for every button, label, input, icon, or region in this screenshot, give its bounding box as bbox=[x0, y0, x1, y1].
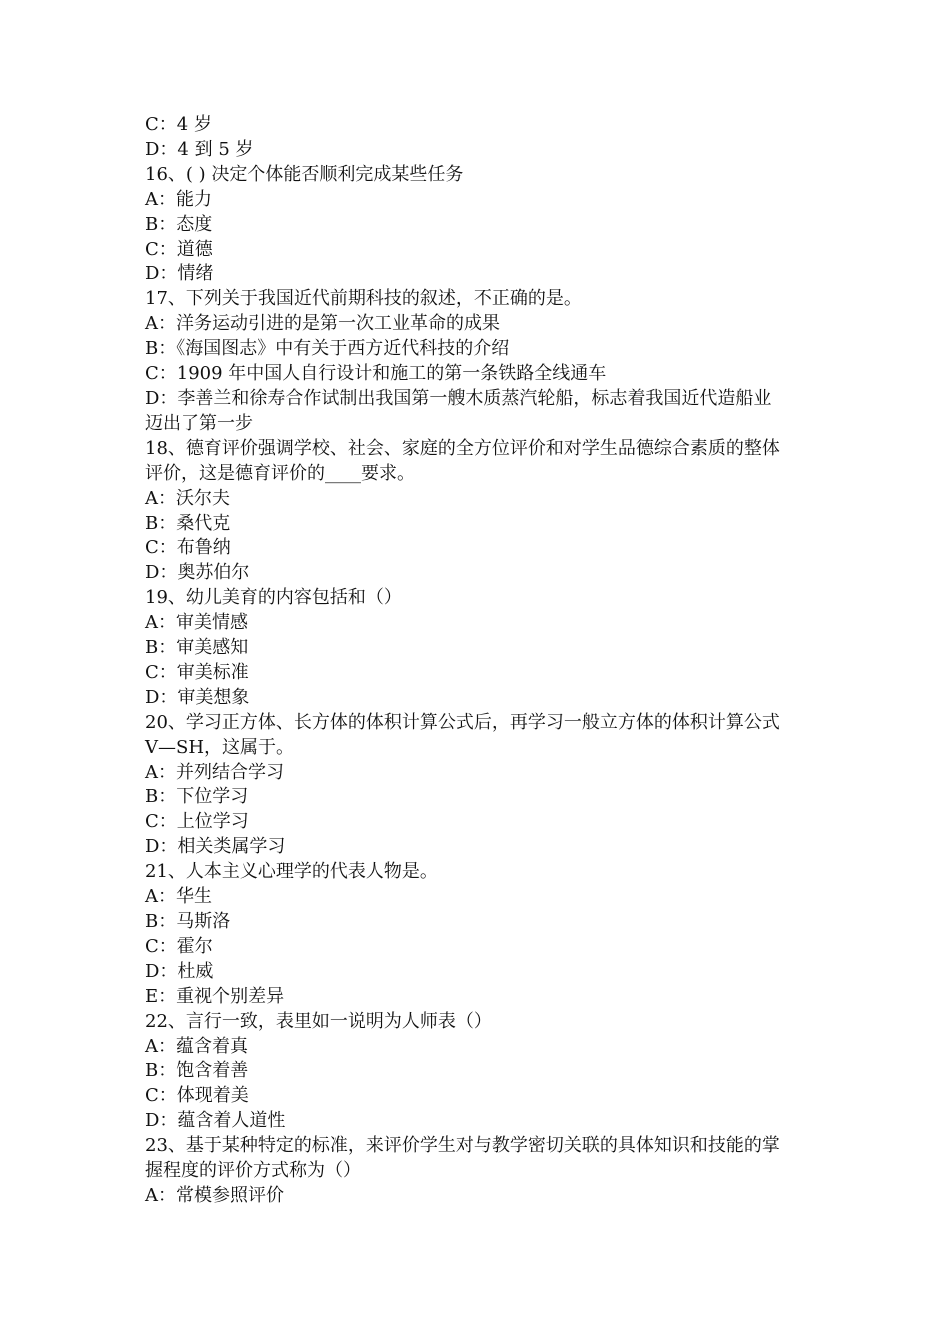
option-line-continued: 迈出了第一步 bbox=[145, 412, 253, 434]
option-line: C：1909 年中国人自行设计和施工的第一条铁路全线通车 bbox=[145, 363, 607, 385]
option-line: A：洋务运动引进的是第一次工业革命的成果 bbox=[145, 313, 500, 335]
option-line: D：审美想象 bbox=[145, 686, 250, 708]
option-line: D：杜威 bbox=[145, 960, 214, 982]
option-line: B：饱含着善 bbox=[145, 1060, 249, 1082]
option-line: B：审美感知 bbox=[145, 637, 249, 659]
option-line: A：蕴含着真 bbox=[145, 1035, 248, 1057]
option-line: B：下位学习 bbox=[145, 786, 249, 808]
question-22: 22、言行一致，表里如一说明为人师表（） bbox=[145, 1010, 492, 1032]
option-line: A：能力 bbox=[145, 188, 212, 210]
option-line: C：4 岁 bbox=[145, 114, 212, 135]
option-line: A：审美情感 bbox=[145, 612, 248, 634]
question-19: 19、幼儿美育的内容包括和（） bbox=[145, 587, 402, 609]
option-line: D：相关类属学习 bbox=[145, 836, 286, 858]
question-list bbox=[145, 113, 810, 1209]
option-line: C：布鲁纳 bbox=[145, 537, 231, 559]
option-line: B：马斯洛 bbox=[145, 911, 231, 932]
question-20: 20、学习正方体、长方体的体积计算公式后，再学习一般立方体的体积计算公式 bbox=[145, 711, 780, 733]
option-line: D：4 到 5 岁 bbox=[145, 138, 254, 160]
question-20-continued: V—SH，这属于。 bbox=[145, 736, 295, 758]
option-line: B：态度 bbox=[145, 213, 213, 235]
option-line: D：蕴含着人道性 bbox=[145, 1110, 286, 1132]
question-23: 23、基于某种特定的标准，来评价学生对与教学密切关联的具体知识和技能的掌 bbox=[145, 1135, 780, 1157]
option-line: B：桑代克 bbox=[145, 512, 231, 534]
question-17: 17、下列关于我国近代前期科技的叙述，不正确的是。 bbox=[145, 288, 582, 310]
question-23-continued: 握程度的评价方式称为（） bbox=[145, 1160, 361, 1182]
question-21: 21、人本主义心理学的代表人物是。 bbox=[145, 861, 438, 883]
option-line: C：道德 bbox=[145, 238, 213, 260]
question-16: 16、( ) 决定个体能否顺利完成某些任务 bbox=[145, 163, 464, 185]
option-line: A：常模参照评价 bbox=[145, 1184, 284, 1206]
option-line: D：李善兰和徐寿合作试制出我国第一艘木质蒸汽轮船，标志着我国近代造船业 bbox=[145, 387, 772, 409]
question-18: 18、德育评价强调学校、社会、家庭的全方位评价和对学生品德综合素质的整体 bbox=[145, 437, 780, 459]
option-line: C：审美标准 bbox=[145, 661, 249, 683]
question-18-continued: 评价，这是德育评价的____要求。 bbox=[145, 462, 415, 484]
option-line: C：霍尔 bbox=[145, 935, 213, 957]
option-line: A：沃尔夫 bbox=[145, 487, 230, 509]
option-line: D：情绪 bbox=[145, 263, 214, 285]
option-line: B：《海国图志》中有关于西方近代科技的介绍 bbox=[145, 338, 510, 360]
option-line: D：奥苏伯尔 bbox=[145, 562, 250, 584]
option-line: C：上位学习 bbox=[145, 811, 249, 833]
option-line: C：体现着美 bbox=[145, 1085, 249, 1107]
option-line: A：华生 bbox=[145, 886, 212, 908]
option-line: A：并列结合学习 bbox=[145, 761, 284, 783]
option-line: E：重视个别差异 bbox=[145, 985, 285, 1007]
